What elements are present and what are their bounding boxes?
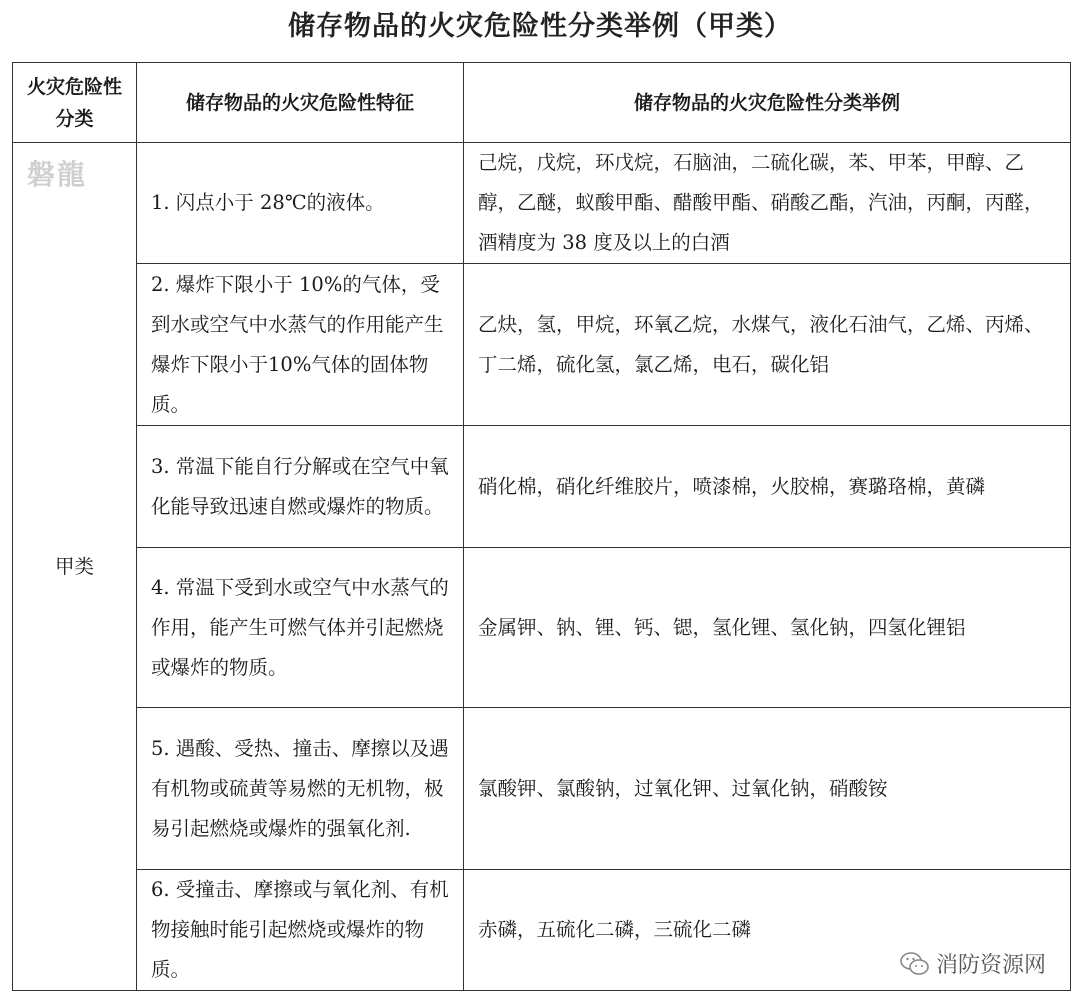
table-row [13, 264, 1071, 426]
table-row [13, 548, 1071, 708]
header-category: 火灾危险性分类 [13, 63, 137, 143]
examples-cell: 赤磷，五硫化二磷，三硫化二磷 [464, 870, 1071, 991]
examples-cell: 己烷，戊烷，环戊烷，石脑油，二硫化碳，苯、甲苯，甲醇、乙醇，乙醚，蚁酸甲酯、醋酸甲酯、硝酸乙酯，汽油，丙酮，丙醛，酒精度为 38 度及以上的白酒 [464, 143, 1071, 264]
feature-cell: 5. 遇酸、受热、撞击、摩擦以及遇有机物或硫黄等易燃的无机物，极易引起燃烧或爆炸的强氧化剂. [137, 708, 464, 870]
feature-cell: 3. 常温下能自行分解或在空气中氧化能导致迅速自燃或爆炸的物质。 [137, 426, 464, 548]
header-examples: 储存物品的火灾危险性分类举例 [464, 63, 1071, 143]
category-label: 甲类 [54, 554, 94, 578]
watermark-logo: 磐龍 [27, 158, 88, 191]
examples-cell: 乙炔，氢，甲烷，环氧乙烷，水煤气，液化石油气，乙烯、丙烯、丁二烯，硫化氢，氯乙烯，电石，碳化铝 [464, 264, 1071, 426]
table-row [13, 426, 1071, 548]
brand-name: 消防资源网 [935, 953, 1046, 978]
examples-cell: 硝化棉，硝化纤维胶片，喷漆棉，火胶棉，赛璐珞棉，黄磷 [464, 426, 1071, 548]
header-feature: 储存物品的火灾危险性特征 [137, 63, 464, 143]
wechat-icon [900, 951, 930, 977]
feature-cell: 4. 常温下受到水或空气中水蒸气的作用，能产生可燃气体并引起燃烧或爆炸的物质。 [137, 548, 464, 708]
table-row [13, 708, 1071, 870]
feature-cell: 2. 爆炸下限小于 10%的气体，受到水或空气中水蒸气的作用能产生爆炸下限小于10%气体的固体物质。 [137, 264, 464, 426]
examples-cell: 金属钾、钠、锂、钙、锶，氢化锂、氢化钠，四氢化锂铝 [464, 548, 1071, 708]
feature-cell: 1. 闪点小于 28℃的液体。 [137, 143, 464, 264]
category-cell [13, 143, 137, 991]
feature-cell: 6. 受撞击、摩擦或与氧化剂、有机物接触时能引起燃烧或爆炸的物质。 [137, 870, 464, 991]
classification-table [12, 62, 1071, 991]
brand-watermark [896, 946, 1050, 981]
examples-cell: 氯酸钾、氯酸钠，过氧化钾、过氧化钠，硝酸铵 [464, 708, 1071, 870]
table-header-row [13, 63, 1071, 143]
page-title: 储存物品的火灾危险性分类举例（甲类） [288, 11, 792, 42]
table-row [13, 143, 1071, 264]
